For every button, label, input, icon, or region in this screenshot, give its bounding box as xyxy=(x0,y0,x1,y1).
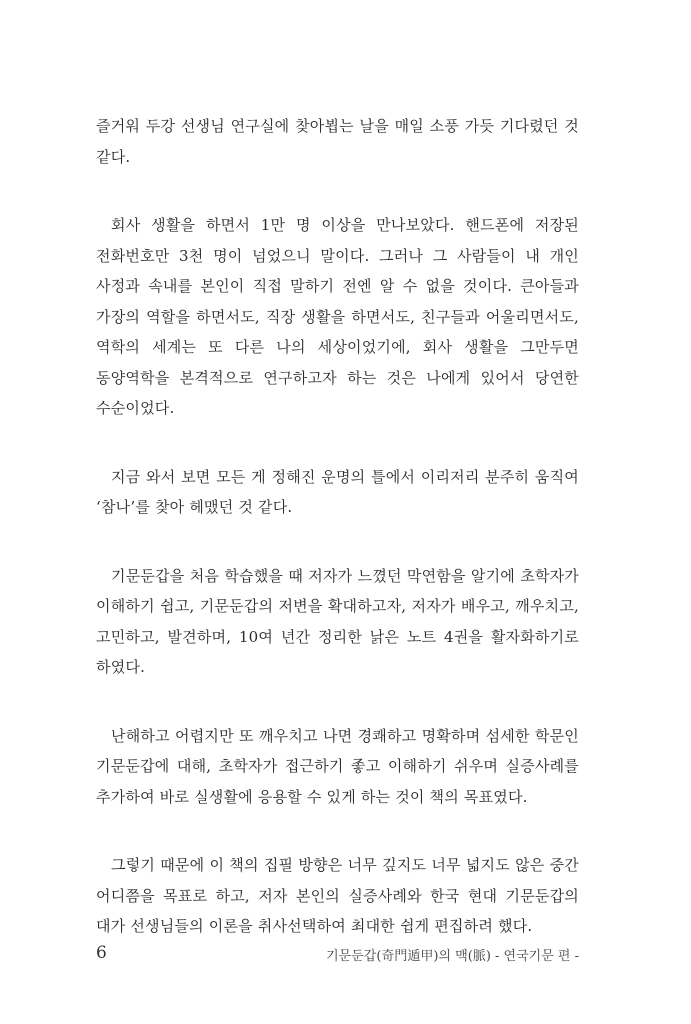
page-footer xyxy=(96,943,579,965)
page-number: 6 xyxy=(96,943,107,963)
paragraph-6: 그렇기 때문에 이 책의 집필 방향은 너무 깊지도 너무 넓지도 않은 중간 어디쯤을 목표로 하고, 저자 본인의 실증사례와 한국 현대 기문둔갑의 대가 선생님들의 이론을 취사선택하여 최대한 쉽게 편집하려 했다. xyxy=(96,856,579,935)
running-title: 기문둔갑(奇門遁甲)의 맥(脈) - 연국기문 편 - xyxy=(326,949,579,964)
paragraph-4: 기문둔갑을 처음 학습했을 때 저자가 느꼈던 막연함을 알기에 초학자가 이해하기 쉽고, 기문둔갑의 저변을 확대하고자, 저자가 배우고, 깨우치고, 고민하고, 발견하며, 10여 년간 정리한 낡은 노트 4권을 활자화하기로 하였다. xyxy=(96,566,579,676)
paragraph-3: 지금 와서 보면 모든 게 정해진 운명의 틀에서 이리저리 분주히 움직여 ‘참나’를 찾아 헤맸던 것 같다. xyxy=(96,467,579,516)
body-text xyxy=(96,111,579,980)
paragraph-2: 회사 생활을 하면서 1만 명 이상을 만나보았다. 핸드폰에 저장된 전화번호만 3천 명이 넘었으니 말이다. 그러나 그 사람들이 내 개인 사정과 속내를 본인이 직접 말하기 전엔 알 수 없을 것이다. 큰아들과 가장의 역할을 하면서도, 직장 생활을 하면서도, 친구들과 어울리면서도, 역학의 세계는 또 다른 나의 세상이었기에, 회사 생활을 그만두면 동양역학을 본격적으로 연구하고자 하는 것은 나에게 있어서 당연한 수순이었다. xyxy=(96,216,579,417)
paragraph-1: 즐거워 두강 선생님 연구실에 찾아뵙는 날을 매일 소풍 가듯 기다렸던 것 같다. xyxy=(96,117,579,166)
paragraph-5: 난해하고 어렵지만 또 깨우치고 나면 경쾌하고 명확하며 섬세한 학문인 기문둔갑에 대해, 초학자가 접근하기 좋고 이해하기 쉬우며 실증사례를 추가하여 바로 실생활에 응용할 수 있게 하는 것이 책의 목표였다. xyxy=(96,726,579,806)
